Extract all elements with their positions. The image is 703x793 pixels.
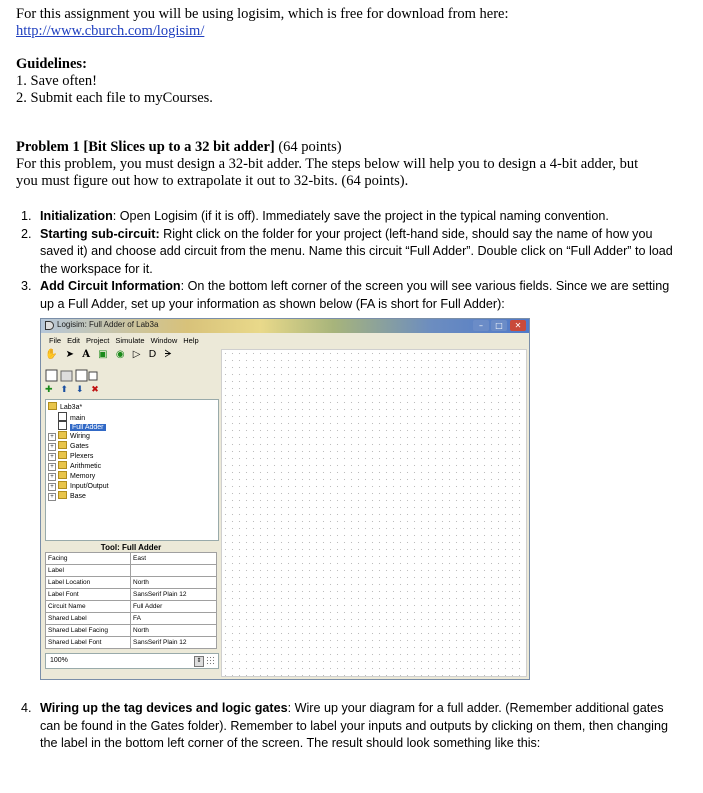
attribute-view-icon <box>61 371 72 381</box>
move-up-icon[interactable]: ⬆ <box>60 385 68 395</box>
problem-title-line <box>16 139 638 156</box>
tool-title: Tool: Full Adder <box>100 543 162 552</box>
maximize-icon[interactable]: □ <box>491 320 507 331</box>
menu-bar <box>41 335 529 347</box>
tree-library-base[interactable]: + Base <box>48 491 86 501</box>
table-row: Facing East <box>46 553 217 565</box>
circuit-icon <box>58 412 67 421</box>
tree-circuit-full-adder[interactable]: Full Adder <box>58 421 106 431</box>
zoom-value[interactable]: 100% <box>50 657 68 664</box>
step-item: 4. Wiring up the tag devices and logic gates: Wire up your diagram for a full adder. (Remember additional gates can be found in the Gates folder). Remember to label your inputs and outputs by clicking on them, then changing the label in the bottom left corner of the screen. The result should look something like this: <box>21 701 668 751</box>
tree-library-plexers[interactable]: + Plexers <box>48 451 93 461</box>
project-toolbar <box>45 385 215 397</box>
guideline-item: 1. Save often! <box>16 73 97 89</box>
close-icon[interactable]: ✕ <box>510 320 526 331</box>
text-tool-icon[interactable]: A <box>82 349 90 360</box>
menu-project[interactable]: Project <box>86 336 110 345</box>
grid-toggle-icon[interactable] <box>206 656 216 665</box>
tree-library-memory[interactable]: + Memory <box>48 471 95 481</box>
expand-icon[interactable]: + <box>48 473 56 481</box>
step-item: 2. Starting sub-circuit: Right click on the folder for your project (left-hand side, should say the name of how you saved it) and choose add circuit from the menu. Name this circuit “Full Adder”. Double click on “Full Adder” to load the workspace for it. <box>21 226 673 276</box>
download-link[interactable]: http://www.cburch.com/logisim/ <box>16 23 205 39</box>
intro-line: For this assignment you will be using logisim, which is free for download from here: <box>16 6 509 22</box>
problem-section <box>16 139 638 190</box>
steps-list-continued <box>16 700 686 753</box>
folder-icon <box>58 481 67 489</box>
menu-simulate[interactable]: Simulate <box>115 336 145 345</box>
window-title: Logisim: Full Adder of Lab3a <box>57 320 159 329</box>
tree-library-wiring[interactable]: + Wiring <box>48 431 90 441</box>
add-circuit-icon[interactable]: ✚ <box>45 385 53 395</box>
folder-icon <box>58 491 67 499</box>
minimize-icon[interactable]: – <box>473 320 489 331</box>
window-titlebar <box>41 319 529 333</box>
attribute-panel <box>45 541 217 649</box>
input-pin-icon[interactable]: ▣ <box>98 349 108 360</box>
expand-icon[interactable]: + <box>48 433 56 441</box>
menu-edit[interactable]: Edit <box>67 336 81 345</box>
problem-desc-line: you must figure out how to extrapolate it out to 32-bits. (64 points). <box>16 173 409 189</box>
table-row: Shared Label Font SansSerif Plain 12 <box>46 637 217 649</box>
attribute-table <box>45 552 217 649</box>
tree-project[interactable]: Lab3a* <box>48 402 82 412</box>
not-gate-icon[interactable]: ▷ <box>132 349 141 360</box>
select-tool-icon[interactable]: ➤ <box>65 349 75 360</box>
menu-window[interactable]: Window <box>150 336 178 345</box>
folder-icon <box>58 451 67 459</box>
tool-toolbar <box>45 349 215 365</box>
menu-help[interactable]: Help <box>183 336 199 345</box>
logisim-window-screenshot <box>40 318 530 680</box>
and-gate-icon[interactable]: D <box>148 349 157 360</box>
folder-icon <box>58 441 67 449</box>
menu-file[interactable]: File <box>49 336 62 345</box>
expand-icon[interactable]: + <box>48 453 56 461</box>
table-row: Shared Label Facing North <box>46 625 217 637</box>
step-item: 3. Add Circuit Information: On the bottom left corner of the screen you will see various fields. Since we are setting up a Full Adder, set up your information as shown below (FA is short for Full Adder): <box>21 279 670 311</box>
tree-library-arithmetic[interactable]: + Arithmetic <box>48 461 101 471</box>
folder-icon <box>48 402 57 410</box>
explorer-view-icon <box>46 370 57 381</box>
step-item: 1. Initialization: Open Logisim (if it is off). Immediately save the project in the typical naming convention. <box>21 209 609 223</box>
poke-tool-icon[interactable]: ✋ <box>45 349 58 360</box>
steps-list <box>16 208 686 314</box>
delete-circuit-icon[interactable]: ✖ <box>91 385 99 395</box>
layout-view-icon <box>76 370 87 381</box>
table-row: Label <box>46 565 217 577</box>
tree-library-gates[interactable]: + Gates <box>48 441 89 451</box>
guidelines-heading: Guidelines: <box>16 56 87 72</box>
guidelines-section <box>16 56 213 107</box>
circuit-icon <box>58 421 67 430</box>
move-down-icon[interactable]: ⬇ <box>75 385 84 395</box>
folder-icon <box>58 471 67 479</box>
expand-icon[interactable]: + <box>48 493 56 501</box>
problem-desc-line: For this problem, you must design a 32-bit adder. The steps below will help you to design a 4-bit adder, but <box>16 156 639 172</box>
appearance-view-icon <box>89 372 97 380</box>
table-row: Label Location North <box>46 577 217 589</box>
zoom-control <box>45 653 219 669</box>
table-row: Label Font SansSerif Plain 12 <box>46 589 217 601</box>
or-gate-icon[interactable]: ᗒ <box>164 349 172 360</box>
project-explorer <box>45 399 219 541</box>
tree-circuit-main[interactable]: main <box>58 412 85 422</box>
expand-icon[interactable]: + <box>48 463 56 471</box>
guideline-item: 2. Submit each file to myCourses. <box>16 90 213 106</box>
folder-icon <box>58 431 67 439</box>
circuit-canvas[interactable] <box>221 349 527 677</box>
tree-library-input-output[interactable]: + Input/Output <box>48 481 109 491</box>
table-row: Circuit Name Full Adder <box>46 601 217 613</box>
table-row: Shared Label FA <box>46 613 217 625</box>
output-pin-icon[interactable]: ◉ <box>115 349 125 360</box>
view-toolbar <box>45 369 215 383</box>
expand-icon[interactable]: + <box>48 483 56 491</box>
intro-text <box>16 6 509 40</box>
expand-icon[interactable]: + <box>48 443 56 451</box>
zoom-spinner-icon[interactable]: ⇕ <box>194 656 204 667</box>
logisim-app-icon <box>45 321 54 330</box>
problem-title: Problem 1 [Bit Slices up to a 32 bit adder] <box>16 139 275 155</box>
problem-points: (64 points) <box>274 139 342 155</box>
folder-icon <box>58 461 67 469</box>
